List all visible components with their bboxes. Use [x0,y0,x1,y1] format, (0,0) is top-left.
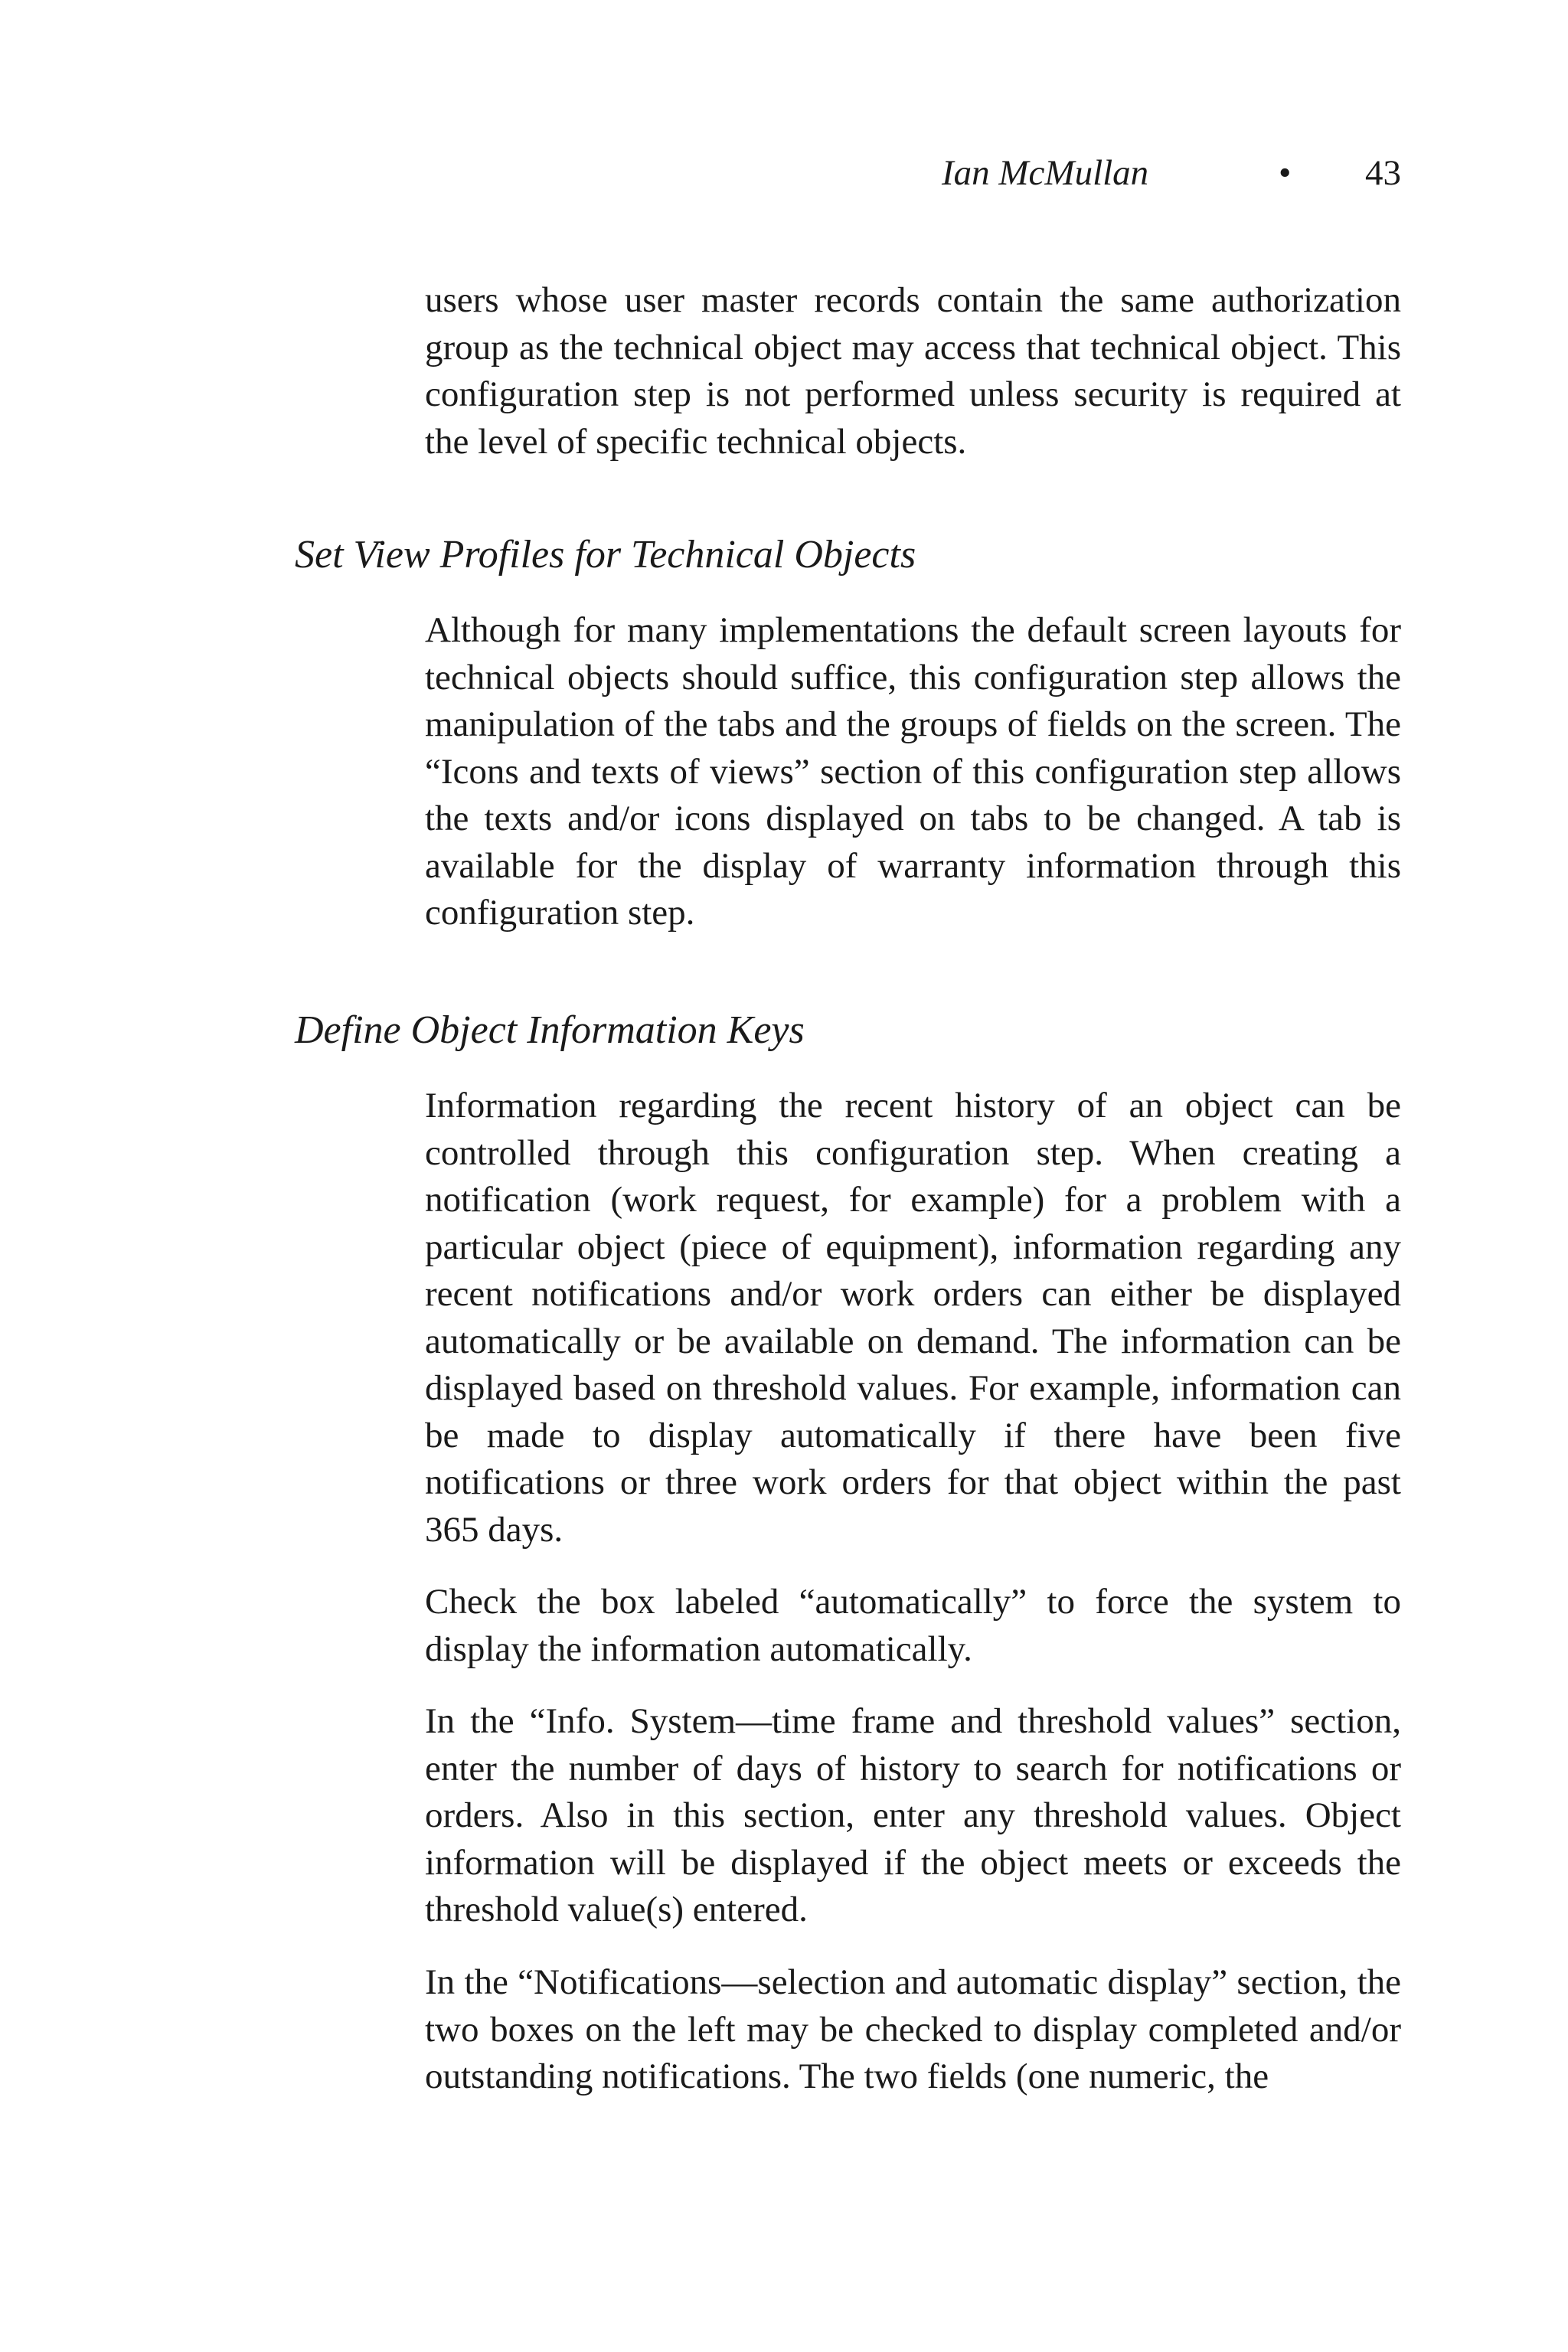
page-number: 43 [1365,153,1401,193]
section-heading-view-profiles: Set View Profiles for Technical Objects [295,533,916,577]
running-head-separator: • [1279,153,1292,193]
running-head-author: Ian McMullan [942,153,1149,193]
paragraph-time-frame-thresholds: In the “Info. System—time frame and threshold values” section, enter the number of days of history to search for notifications or orders. Also in this section, enter any threshold values. Object information will be displayed if the object meets or exceeds the threshold value(s) entered. [425,1701,1401,1929]
paragraph-automatic-checkbox: Check the box labeled “automatically” to force the system to display the information automatically. [425,1582,1401,1669]
running-head [942,150,1401,196]
paragraph-object-history: Information regarding the recent history of an object can be controlled through this configuration step. When creating a notification (work request, for example) for a problem with a particular object (piece of equipment), information regarding any recent notifications and/or work orders can either be displayed automatically or be available on demand. The information can be displayed based on threshold values. For example, information can be made to display automatically if there have been five notifications or three work orders for that object within the past 365 days. [425,1086,1401,1550]
paragraph-notifications-selection: In the “Notifications—selection and automatic display” section, the two boxes on the left may be checked to display completed and/or outstanding notifications. The two fields (one numeric, the [425,1962,1401,2096]
paragraph-view-profiles: Although for many implementations the default screen layouts for technical objects should suffice, this configuration step allows the manipulation of the tabs and the groups of fields on the screen. The “Icons and texts of views” section of this configuration step allows the texts and/or icons displayed on tabs to be changed. A tab is available for the display of warranty information through this configuration step. [425,610,1401,933]
intro-paragraph: users whose user master records contain the same authorization group as the technical object may access that technical object. This configuration step is not performed unless security is required at the level of specific technical objects. [425,280,1401,462]
section-heading-object-information-keys: Define Object Information Keys [295,1008,805,1052]
